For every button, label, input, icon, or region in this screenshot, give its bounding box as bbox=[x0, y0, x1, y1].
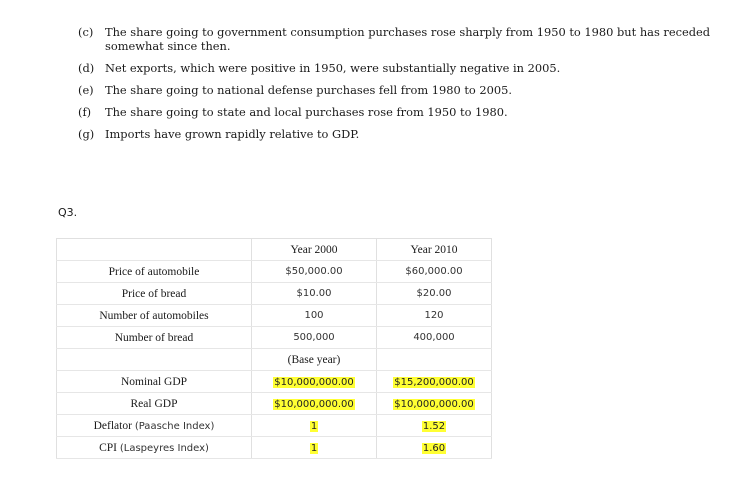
row-label: Number of automobiles bbox=[57, 305, 252, 327]
list-item bbox=[78, 83, 718, 97]
table-row bbox=[57, 371, 492, 393]
item-text: The share going to government consumption purchases rose sharply from 1950 to 1980 but has receded somewhat since then. bbox=[105, 25, 711, 53]
header-cell: Year 2010 bbox=[377, 239, 492, 261]
cell-2000: $50,000.00 bbox=[252, 261, 377, 283]
table-row bbox=[57, 349, 492, 371]
item-label: (c) bbox=[78, 25, 94, 39]
row-label-sub: (Laspeyres Index) bbox=[119, 442, 209, 454]
item-label: (g) bbox=[78, 127, 95, 141]
row-label bbox=[57, 437, 252, 459]
header-cell bbox=[57, 239, 252, 261]
item-label: (d) bbox=[78, 61, 95, 75]
cell-2010 bbox=[377, 349, 492, 371]
row-label: Real GDP bbox=[57, 393, 252, 415]
item-label: (e) bbox=[78, 83, 94, 97]
highlighted-value: 1.60 bbox=[422, 443, 446, 454]
gdp-table bbox=[56, 238, 492, 459]
highlighted-value: 1 bbox=[310, 443, 318, 454]
row-label: Nominal GDP bbox=[57, 371, 252, 393]
row-label bbox=[57, 415, 252, 437]
highlighted-value: $15,200,000.00 bbox=[394, 377, 474, 388]
row-label-main: CPI bbox=[99, 441, 117, 454]
list-item bbox=[78, 127, 718, 141]
row-label bbox=[57, 349, 252, 371]
question-label: Q3. bbox=[58, 206, 78, 219]
item-text: Imports have grown rapidly relative to GDP. bbox=[105, 127, 360, 141]
row-label-main: Deflator bbox=[93, 419, 132, 432]
answer-list bbox=[78, 25, 718, 149]
table-row bbox=[57, 261, 492, 283]
table-row bbox=[57, 393, 492, 415]
highlighted-value: $10,000,000.00 bbox=[274, 399, 354, 410]
cell-2000: 500,000 bbox=[252, 327, 377, 349]
item-label: (f) bbox=[78, 105, 92, 119]
table-row bbox=[57, 327, 492, 349]
table-row bbox=[57, 305, 492, 327]
cell-2010: 400,000 bbox=[377, 327, 492, 349]
row-label-sub: (Paasche Index) bbox=[134, 420, 215, 432]
highlighted-value: 1.52 bbox=[422, 421, 446, 432]
table-row bbox=[57, 283, 492, 305]
highlighted-value: $10,000,000.00 bbox=[394, 399, 474, 410]
list-item bbox=[78, 105, 718, 119]
list-item bbox=[78, 61, 718, 75]
base-year-note: (Base year) bbox=[252, 349, 377, 371]
cell-2010: 120 bbox=[377, 305, 492, 327]
item-text: The share going to national defense purchases fell from 1980 to 2005. bbox=[105, 83, 513, 97]
item-text: Net exports, which were positive in 1950, were substantially negative in 2005. bbox=[105, 61, 561, 75]
cell-2000: 100 bbox=[252, 305, 377, 327]
cell-2010: $20.00 bbox=[377, 283, 492, 305]
row-label: Number of bread bbox=[57, 327, 252, 349]
list-item bbox=[78, 25, 718, 53]
highlighted-value: 1 bbox=[310, 421, 318, 432]
table-row bbox=[57, 437, 492, 459]
header-cell: Year 2000 bbox=[252, 239, 377, 261]
table-row bbox=[57, 415, 492, 437]
table-header-row bbox=[57, 239, 492, 261]
cell-2010: $60,000.00 bbox=[377, 261, 492, 283]
cell-2000: $10.00 bbox=[252, 283, 377, 305]
highlighted-value: $10,000,000.00 bbox=[274, 377, 354, 388]
row-label: Price of bread bbox=[57, 283, 252, 305]
row-label: Price of automobile bbox=[57, 261, 252, 283]
item-text: The share going to state and local purchases rose from 1950 to 1980. bbox=[105, 105, 508, 119]
